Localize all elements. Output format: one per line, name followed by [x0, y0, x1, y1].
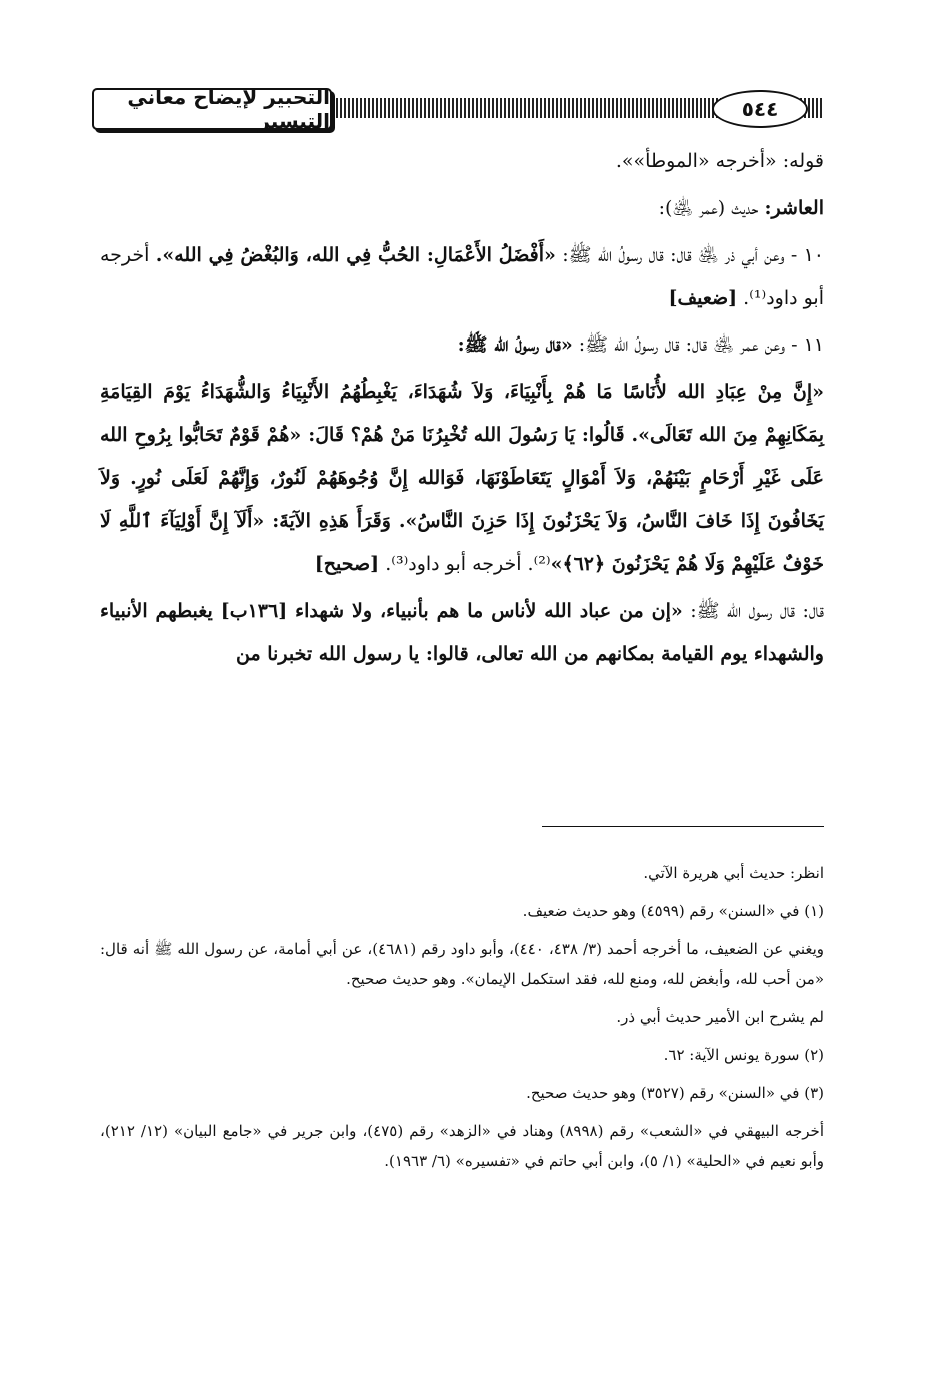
hadith-11-intro [100, 324, 824, 367]
hadith-opening: «قال رسولُ الله ﷺ: [457, 334, 573, 356]
paragraph-qawluh [100, 140, 824, 183]
footnote-2: (٢) سورة يونس الآية: ٦٢. [663, 1046, 824, 1064]
footnote-1: (١) في «السنن» رقم (٤٥٩٩) وهو حديث ضعيف. [522, 902, 824, 920]
takhrij: ⁽²⁾. أخرجه أبو داود⁽³⁾. [379, 553, 551, 575]
commentary [100, 590, 824, 676]
takhrij: أخرجه أبو داود [100, 244, 824, 309]
hadith-text: «أَفْضَلُ الأَعْمَالِ: الحُبُّ فِي الله، وَالبُغْضُ فِي الله». [155, 244, 556, 266]
section-title: حديث (عمر ﵁): [658, 197, 765, 219]
paragraph-tenth [100, 187, 824, 230]
hadith-11-text [100, 371, 824, 586]
running-header [92, 86, 822, 132]
hadith-intro: ١١ - وعن عمر ﵁ قال: قال رسولُ الله ﷺ: [572, 334, 824, 356]
footnotes [100, 858, 824, 1184]
hadith-intro: ١٠ - وعن أبي ذر ﵁ قال: قال رسولُ الله ﷺ: [555, 244, 824, 266]
footnote-line: أخرجه البيهقي في «الشعب» رقم (٨٩٩٨) وهناد في «الزهد» رقم (٤٧٥)، وابن جرير في «جامع البيان» (١٢/ ٢١٢)، وأبو نعيم في «الحلية» (١/ ٥)، وابن أبي حاتم في «تفسيره» (٦/ ١٩٦٣). [100, 1122, 824, 1170]
hadith-text: «إِنَّ مِنْ عِبَادِ الله لأُنَاسًا مَا هُمْ بِأَنْبِيَاءَ، وَلاَ شُهَدَاءَ، يَغْبِطُهُمُ الأَنْبِيَاءُ وَالشُّهَدَاءُ يَوْمَ القِيَامَةِ بِمَكَانِهِمْ مِنَ الله تَعَالَى». قَالُوا: يَا رَسُولَ الله تُخْبِرُنَا مَنْ هُمْ؟ قَالَ: «هُمْ قَوْمٌ تَحَابُّوا بِرُوحِ الله عَلَى غَيْرِ أَرْحَامٍ بَيْنَهُمْ، وَلاَ أَمْوَالٍ يَتَعَاطَوْنَهَا، فَوَالله إِنَّ وُجُوهَهُمْ لَنُورٌ، وَإِنَّهُمْ لَعَلَى نُورٍ. وَلاَ يَخَافُونَ إِذَا خَافَ النَّاسُ، وَلاَ يَحْزَنُونَ إِذَا حَزِنَ النَّاسُ». وَقَرَأَ هَذِهِ الآيَةَ: «أَلَآ إِنَّ أَوْلِيَآءَ ٱللَّهِ لَا خَوْفٌ عَلَيْهِمْ وَلَا هُمْ يَحْزَنُونَ ﴿٦٢﴾» [100, 381, 824, 575]
book-title: التحبير لإيضاح معاني التيسير [92, 88, 332, 130]
footnote-3: (٣) في «السنن» رقم (٣٥٢٧) وهو حديث صحيح. [526, 1084, 824, 1102]
grade-badge: [صحيح] [314, 553, 380, 575]
main-text [100, 140, 824, 680]
footnote-line: انظر: حديث أبي هريرة الآتي. [643, 864, 824, 882]
footnote-divider [542, 826, 824, 827]
footnote-line: ويغني عن الضعيف، ما أخرجه أحمد (٣/ ٤٣٨، ٤٤٠)، وأبو داود رقم (٤٦٨١)، عن أبي أمامة، عن رسول الله ﷺ أنه قال: «من أحب لله، وأبغض لله، ومنع لله، فقد استكمل الإيمان». وهو حديث صحيح. [100, 940, 825, 988]
commentary-text: «إن من عباد الله لأناس ما هم بأنبياء، ولا شهداء [١٣٦ب] يغبطهم الأنبياء والشهداء يوم القيامة بمكانهم من الله تعالى، قالوا: يا رسول الله تخبرنا من [100, 600, 824, 665]
commentary-intro: قال: قال رسول الله ﷺ: [682, 600, 825, 622]
section-label: العاشر: [764, 197, 824, 219]
footnote-ref: ⁽¹⁾. [737, 287, 767, 309]
text-line: قوله: «أخرجه «الموطأ»». [615, 150, 824, 172]
hadith-10 [100, 234, 824, 320]
page-number: ٥٤٤ [712, 90, 808, 128]
grade-badge: [ضعيف] [668, 287, 738, 309]
footnote-line: لم يشرح ابن الأمير حديث أبي ذر. [616, 1008, 824, 1026]
